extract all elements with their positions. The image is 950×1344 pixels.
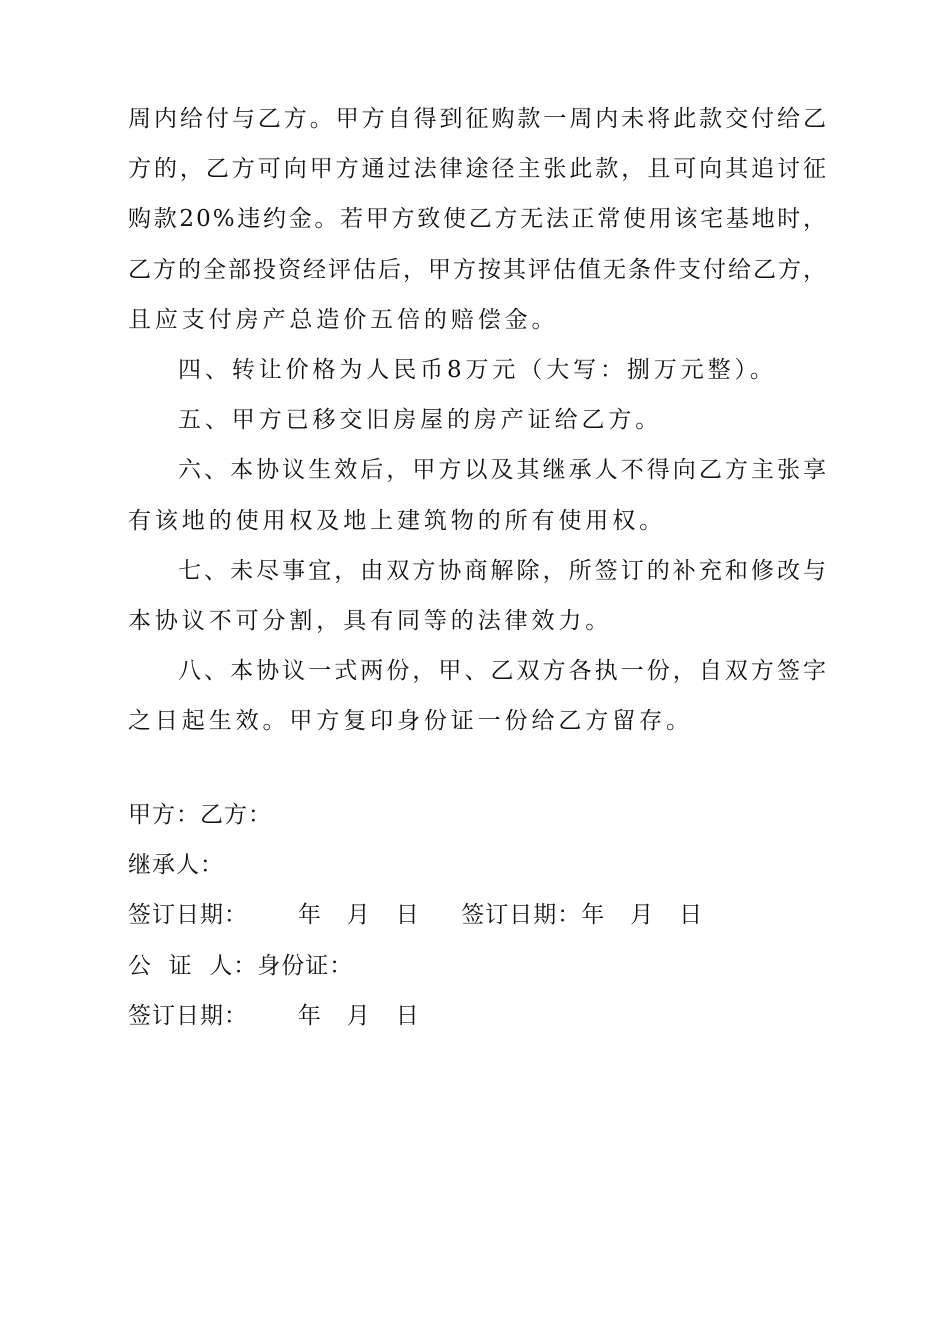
clause-seven-line: 本协议不可分割，具有同等的法律效力。 [128,607,613,634]
agreement-body [128,94,828,746]
paragraph-line: 乙方的全部投资经评估后，甲方按其评估值无条件支付给乙方， [128,256,828,283]
notary-date-line: 签订日期： 年 月 日 [128,1002,420,1029]
clause-eight-line: 八、本协议一式两份，甲、乙双方各执一份，自双方签字 [178,658,828,685]
signing-date-line: 签订日期： 年 月 日 签订日期：年 月 日 [128,902,704,929]
signature-block [128,790,828,1041]
paragraph-line: 购款20%违约金。若甲方致使乙方无法正常使用该宅基地时， [128,206,828,233]
clause-eight-line: 之日起生效。甲方复印身份证一份给乙方留存。 [128,708,693,735]
clause-five: 五、甲方已移交旧房屋的房产证给乙方。 [178,407,663,434]
clause-four: 四、转让价格为人民币8万元（大写：捌万元整）。 [178,356,777,383]
clause-six-line: 六、本协议生效后，甲方以及其继承人不得向乙方主张享 [178,457,828,484]
clause-seven-line: 七、未尽事宜，由双方协商解除，所签订的补充和修改与 [178,557,828,584]
paragraph-line: 且应支付房产总造价五倍的赔偿金。 [128,306,559,333]
heir-signature-line: 继承人： [128,852,224,879]
clause-six-line: 有该地的使用权及地上建筑物的所有使用权。 [128,507,666,534]
paragraph-line: 周内给付与乙方。甲方自得到征购款一周内未将此款交付给乙 [128,106,828,132]
notary-line: 公 证 人：身份证： [128,952,354,979]
paragraph-line: 方的，乙方可向甲方通过法律途径主张此款，且可向其追讨征 [128,156,828,183]
party-signature-line: 甲方：乙方： [128,802,272,828]
